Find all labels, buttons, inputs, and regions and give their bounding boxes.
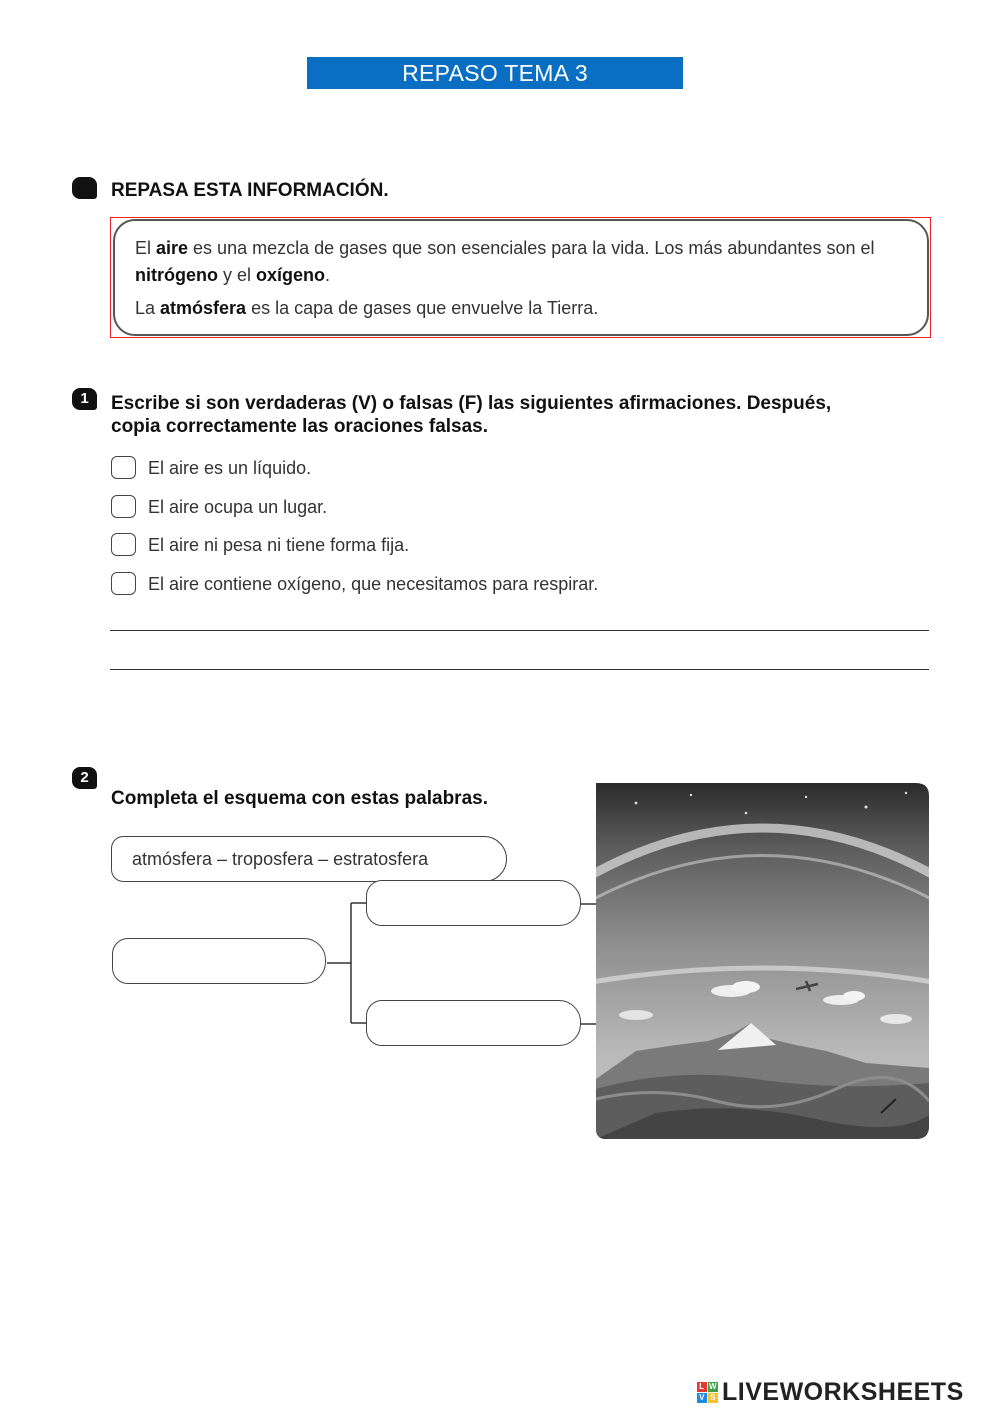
section-badge [72,177,97,199]
info-paragraph-1: El aire es una mezcla de gases que son esenciales para la vida. Los más abundantes son el nitrógeno y el oxígeno. [135,238,875,285]
scheme-box-upper[interactable] [366,880,581,926]
atmosphere-illustration [596,783,929,1139]
scheme-box-root[interactable] [112,938,326,984]
logo-letter-4: S [708,1393,718,1403]
statement-1: El aire es un líquido. [148,458,312,478]
page-title: REPASO TEMA 3 [307,57,683,89]
statement-3: El aire ni pesa ni tiene forma fija. [148,535,410,555]
review-heading: REPASA ESTA INFORMACIÓN. [111,180,389,201]
liveworksheets-logo [697,1378,964,1407]
logo-letter-2: W [708,1382,718,1391]
answer-checkbox-3[interactable] [111,533,136,556]
logo-mark-icon [697,1382,718,1403]
word-bank: atmósfera – troposfera – estratosfera [111,836,507,882]
answer-checkbox-2[interactable] [111,495,136,518]
answer-checkbox-1[interactable] [111,456,136,479]
answer-checkbox-4[interactable] [111,572,136,595]
statement-2: El aire ocupa un lugar. [148,497,328,517]
info-box [113,219,929,336]
answer-line-1[interactable] [110,630,929,631]
answer-line-2[interactable] [110,669,929,670]
exercise-2-heading: Completa el esquema con estas palabras. [111,788,488,809]
logo-letter-1: L [697,1382,707,1392]
statement-4: El aire contiene oxígeno, que necesitamos para respirar. [148,574,599,594]
exercise-2-badge: 2 [72,767,97,789]
exercise-1-heading: Escribe si son verdaderas (V) o falsas (F) las siguientes afirmaciones. Después, copia correctamente las oraciones falsas. [111,393,832,437]
info-paragraph-2: La atmósfera es la capa de gases que envuelve la Tierra. [135,298,599,318]
logo-letter-3: V [697,1393,707,1403]
exercise-1-badge: 1 [72,388,97,410]
scheme-box-lower[interactable] [366,1000,581,1046]
logo-text: LIVEWORKSHEETS [722,1378,964,1406]
